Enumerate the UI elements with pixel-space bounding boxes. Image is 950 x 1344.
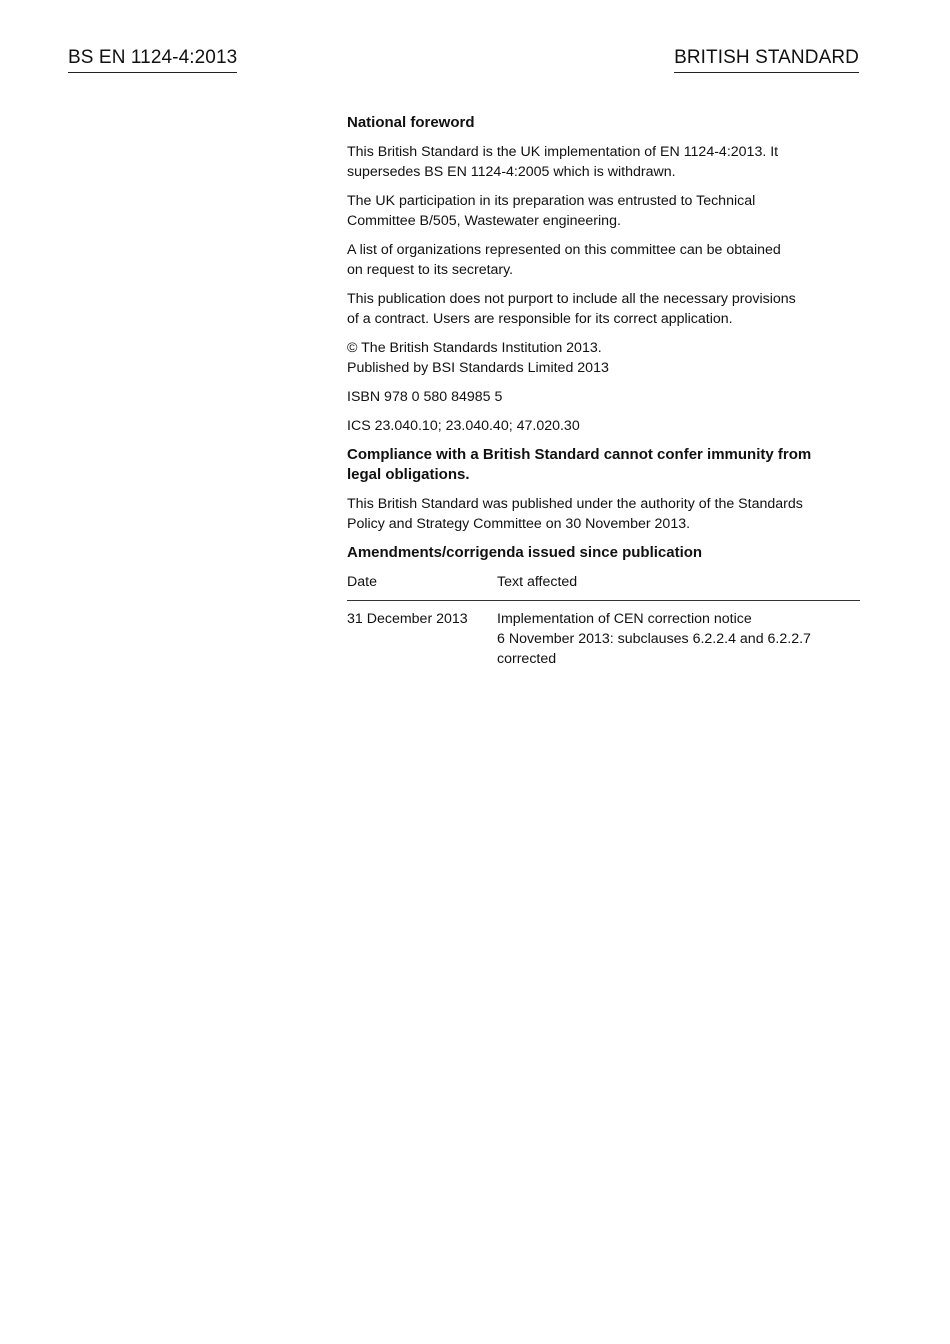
foreword-heading: National foreword: [347, 114, 475, 131]
date-column-header: Date: [347, 572, 497, 601]
document-type: BRITISH STANDARD: [674, 46, 859, 73]
text-affected-column-header: Text affected: [497, 572, 860, 601]
document-number: BS EN 1124-4:2013: [68, 46, 237, 73]
amendment-text-line: 6 November 2013: subclauses 6.2.2.4 and 6.2.2.7: [497, 631, 811, 647]
amendment-date: 31 December 2013: [347, 611, 468, 627]
paragraph-line: legal obligations.: [347, 466, 470, 483]
paragraph-line: This British Standard is the UK implementation of EN 1124-4:2013. It: [347, 144, 779, 160]
amendment-text: [497, 601, 860, 670]
organizations-paragraph: [347, 240, 860, 280]
paragraph-line: supersedes BS EN 1124-4:2005 which is withdrawn.: [347, 164, 676, 180]
copyright-line: © The British Standards Institution 2013.: [347, 340, 602, 356]
provisions-paragraph: [347, 289, 860, 329]
amendment-text-line: corrected: [497, 651, 557, 667]
authority-paragraph: [347, 494, 860, 534]
paragraph-line: Committee B/505, Wastewater engineering.: [347, 213, 621, 229]
paragraph-line: The UK participation in its preparation was entrusted to Technical: [347, 193, 756, 209]
ics-codes: ICS 23.040.10; 23.040.40; 47.020.30: [347, 418, 580, 434]
committee-paragraph: [347, 191, 860, 231]
national-foreword-section: [347, 113, 860, 669]
implementation-paragraph: [347, 142, 860, 182]
paragraph-line: of a contract. Users are responsible for its correct application.: [347, 311, 733, 327]
paragraph-line: A list of organizations represented on this committee can be obtained: [347, 242, 781, 258]
paragraph-line: This British Standard was published under the authority of the Standards: [347, 496, 803, 512]
paragraph-line: This publication does not purport to include all the necessary provisions: [347, 291, 796, 307]
amendments-heading: Amendments/corrigenda issued since publication: [347, 544, 703, 561]
paragraph-line: Policy and Strategy Committee on 30 November 2013.: [347, 516, 691, 532]
amendment-text-line: Implementation of CEN correction notice: [497, 611, 752, 627]
compliance-statement: [347, 445, 860, 485]
isbn: ISBN 978 0 580 84985 5: [347, 389, 503, 405]
table-header-row: [347, 572, 860, 601]
table-row: [347, 601, 860, 670]
copyright-paragraph: [347, 338, 860, 378]
paragraph-line: Compliance with a British Standard cannot confer immunity from: [347, 446, 812, 463]
amendments-table: [347, 572, 860, 669]
publisher-line: Published by BSI Standards Limited 2013: [347, 360, 609, 376]
paragraph-line: on request to its secretary.: [347, 262, 514, 278]
